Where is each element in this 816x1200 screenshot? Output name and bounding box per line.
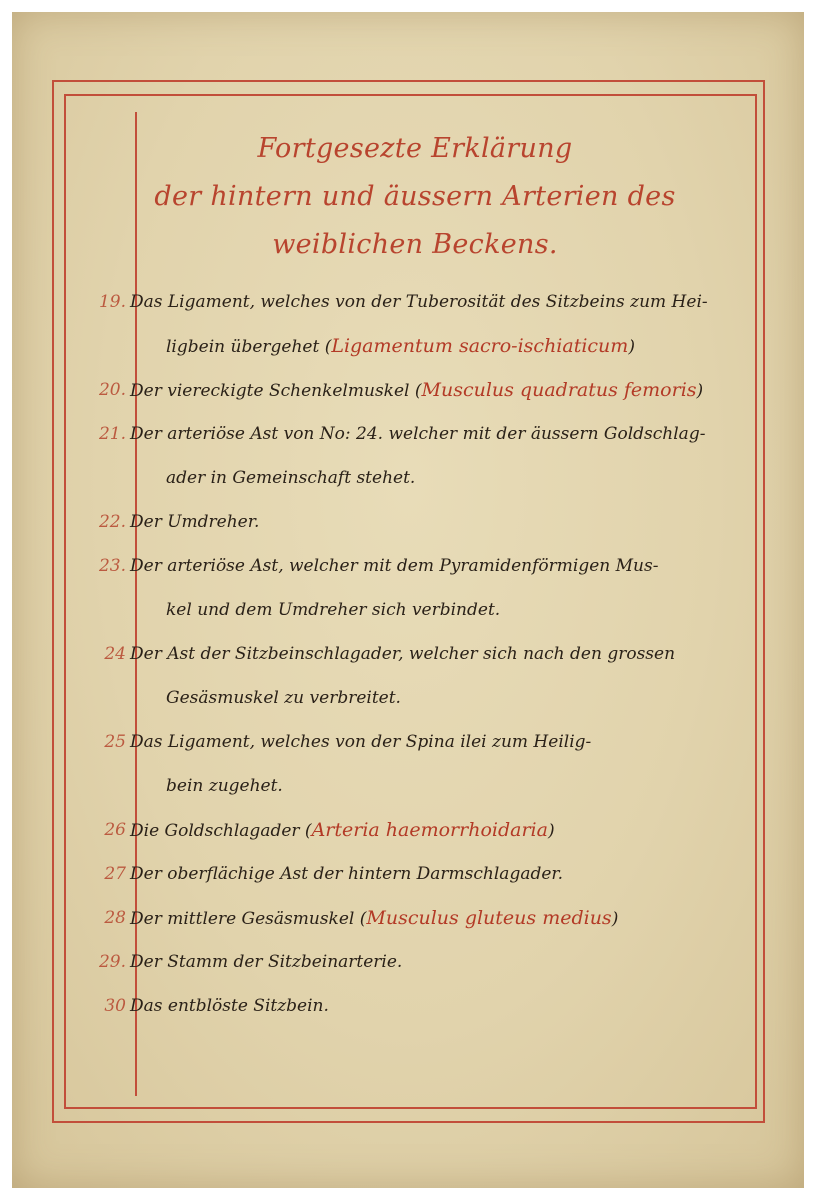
entry-text: ader in Gemeinschaft stehet.	[166, 468, 416, 488]
entry-number: 21.	[98, 424, 126, 444]
entry-text: Der viereckigte Schenkelmuskel (	[130, 381, 422, 401]
entry-text-line	[130, 720, 756, 764]
list-item	[96, 984, 756, 1028]
entry-text: Das Ligament, welches von der Spina ilei zum Heilig-	[130, 732, 592, 752]
entry-text: Die Goldschlagader (	[130, 821, 312, 841]
entry-text: Das entblöste Sitzbein.	[130, 996, 329, 1016]
entry-number: 25	[104, 732, 126, 752]
entry-list	[96, 280, 756, 1028]
entry-text: bein zugehet.	[166, 776, 283, 796]
entry-text-line	[130, 984, 756, 1028]
entry-number: 19.	[98, 292, 126, 312]
entry-text: Der oberflächige Ast der hintern Darmschlagader.	[130, 864, 564, 884]
entry-text-line	[166, 456, 756, 500]
entry-number: 30	[104, 996, 126, 1016]
entry-text: Gesäsmuskel zu verbreitet.	[166, 688, 401, 708]
latin-term: Musculus quadratus femoris	[421, 379, 697, 401]
entry-text: Der mittlere Gesäsmuskel (	[130, 909, 367, 929]
entry-text: Der Ast der Sitzbeinschlagader, welcher sich nach den grossen	[130, 644, 676, 664]
entry-text-line	[130, 280, 756, 324]
entry-number: 24	[104, 644, 126, 664]
list-item	[96, 808, 756, 852]
title-line-3: weiblichen Beckens.	[272, 229, 558, 260]
entry-number: 28	[104, 908, 126, 928]
title-line-2: der hintern und äussern Arterien des	[154, 181, 676, 212]
list-item	[96, 368, 756, 412]
entry-text-line	[166, 676, 756, 720]
latin-term: Musculus gluteus medius	[366, 907, 612, 929]
entry-text: Der Umdreher.	[130, 512, 260, 532]
list-item	[96, 896, 756, 940]
list-item	[96, 412, 756, 500]
list-item	[96, 500, 756, 544]
entry-text-line	[130, 852, 756, 896]
entry-text: Das Ligament, welches von der Tuberosität des Sitzbeins zum Hei-	[130, 292, 708, 312]
entry-text: ligbein übergehet (	[166, 337, 332, 357]
closing-parenthesis: )	[628, 337, 635, 357]
title-line-1: Fortgesezte Erklärung	[257, 133, 573, 164]
entry-text-line	[130, 368, 756, 412]
list-item	[96, 280, 756, 368]
entry-number: 20.	[98, 380, 126, 400]
entry-text-line	[130, 808, 756, 852]
entry-number: 29.	[98, 952, 126, 972]
entry-number: 23.	[98, 556, 126, 576]
latin-term: Arteria haemorrhoidaria	[311, 819, 548, 841]
entry-number: 26	[104, 820, 126, 840]
title-block	[130, 125, 700, 269]
closing-parenthesis: )	[696, 381, 704, 401]
list-item	[96, 940, 756, 984]
entry-text-line	[130, 412, 756, 456]
entry-text-line	[166, 588, 756, 632]
list-item	[96, 720, 756, 808]
closing-parenthesis: )	[547, 821, 555, 841]
entry-text: kel und dem Umdreher sich verbindet.	[166, 600, 501, 620]
entry-number: 27	[104, 864, 126, 884]
list-item	[96, 632, 756, 720]
entry-text-line	[130, 940, 756, 984]
entry-text: Der Stamm der Sitzbeinarterie.	[130, 952, 403, 972]
entry-text-line	[130, 500, 756, 544]
entry-text-line	[130, 632, 756, 676]
list-item	[96, 852, 756, 896]
entry-text-line	[130, 896, 756, 940]
list-item	[96, 544, 756, 632]
entry-text: Der arteriöse Ast, welcher mit dem Pyramidenförmigen Mus-	[130, 556, 659, 576]
entry-number: 22.	[98, 512, 126, 532]
entry-text-line	[166, 764, 756, 808]
entry-text: Der arteriöse Ast von No: 24. welcher mit der äussern Goldschlag-	[130, 424, 706, 444]
entry-text-line	[166, 324, 756, 368]
closing-parenthesis: )	[611, 909, 619, 929]
latin-term: Ligamentum sacro-ischiaticum	[331, 335, 629, 357]
entry-text-line	[130, 544, 756, 588]
